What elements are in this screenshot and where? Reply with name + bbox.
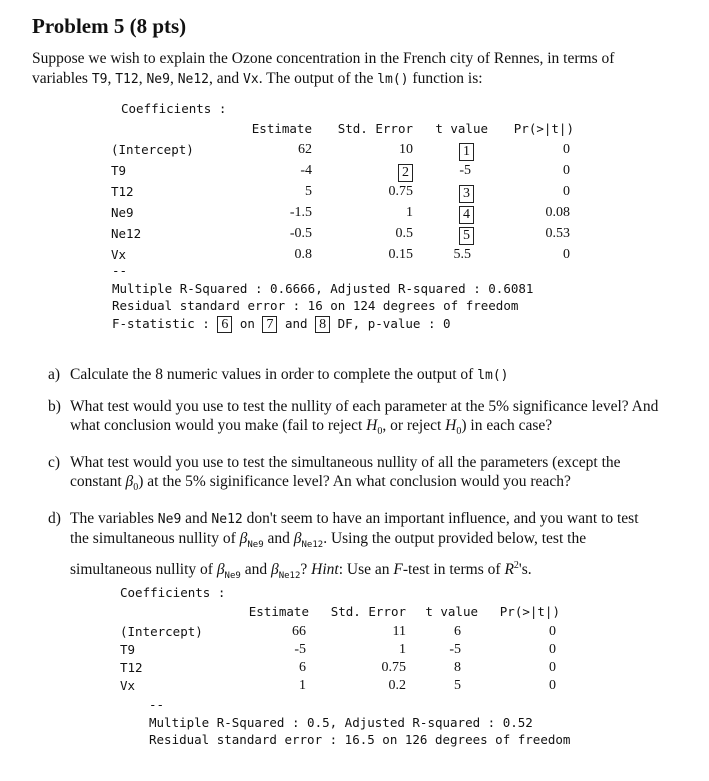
h0-subscript: 0 (377, 426, 383, 438)
t-value-cell: 5.5 (453, 246, 471, 262)
beta-symbol: β (270, 560, 279, 578)
question-d-text: ? (300, 560, 312, 578)
fstat-and: and (277, 315, 316, 331)
beta-symbol: β (239, 530, 248, 548)
answer-box-6: 6 (217, 316, 232, 333)
table-row (120, 677, 560, 695)
var-t9: T9 (91, 72, 108, 87)
answer-box-3: 3 (459, 185, 474, 203)
table-row (111, 161, 574, 182)
beta-subscript (279, 570, 301, 581)
table-row (120, 623, 560, 641)
row-name: T9 (111, 162, 127, 178)
beta-symbol: β (216, 560, 225, 578)
summary-dashes: -- (112, 263, 128, 278)
header-std-error: Std. Error (337, 121, 413, 136)
t-value-cell (413, 140, 488, 161)
summary-residual-error: Residual standard error : 16.5 on 126 degrees of freedom (149, 732, 571, 747)
row-name: Vx (111, 246, 127, 262)
var-ne9: Ne9 (157, 511, 182, 527)
std-error-cell: 1 (406, 204, 413, 220)
std-error-cell: 0.5 (395, 225, 413, 241)
answer-box-2: 2 (398, 164, 413, 182)
t-value-cell (413, 182, 488, 203)
summary-r-squared: Multiple R-Squared : 0.5, Adjusted R-squared : 0.52 (149, 714, 533, 730)
var-vx: Vx (243, 72, 259, 87)
header-blank (111, 119, 239, 140)
question-text (70, 397, 663, 438)
question-label: a) (48, 366, 61, 383)
p-value-cell: 0 (563, 141, 570, 157)
question-d-text: and (263, 530, 294, 548)
fstat-suffix: DF, p-value : 0 (330, 315, 451, 331)
row-name: T12 (120, 659, 143, 675)
h0-symbol: H (366, 417, 378, 434)
question-b-text: ) in each case? (461, 417, 553, 434)
t-value-cell (413, 224, 488, 245)
beta-subscript-text: Ne12 (278, 571, 301, 582)
question-d-text: The variables (70, 509, 158, 527)
summary-r-squared: Multiple R-Squared : 0.6666, Adjusted R-squared : 0.6081 (112, 280, 534, 296)
row-name: T12 (111, 183, 134, 199)
var-ne12: Ne12 (177, 72, 210, 87)
question-label: b) (48, 397, 61, 415)
fstat-prefix: F-statistic : (112, 315, 218, 331)
fstat-on: on (232, 315, 263, 331)
question-c-text: What test would you use to test the simultaneous nullity of all the parameters (except the constant (70, 453, 625, 491)
beta-subscript (225, 570, 241, 581)
beta-subscript (302, 539, 324, 550)
table-header-row (111, 119, 574, 140)
h0-symbol: H (445, 417, 457, 434)
question-c-text: ) at the 5% siginificance level? An what conclusion would you reach? (138, 473, 571, 491)
estimate-cell: 0.8 (294, 246, 312, 262)
row-name: Vx (120, 677, 136, 693)
table-row (120, 659, 560, 677)
question-b-text: , or reject (382, 417, 446, 434)
row-name: T9 (120, 641, 136, 657)
p-value-cell: 0 (563, 183, 570, 199)
question-text (70, 453, 625, 494)
intro-text: function is: (408, 70, 483, 87)
header-estimate: Estimate (251, 121, 312, 136)
r-superscript: 2 (513, 559, 519, 571)
estimate-cell: 1 (299, 677, 306, 693)
t-value-cell: -5 (449, 641, 461, 657)
p-value-cell: 0 (549, 659, 556, 675)
question-d-text: : Use an (338, 560, 394, 578)
beta-symbol: β (293, 530, 302, 548)
t-value-cell: -5 (459, 162, 471, 178)
row-name: Ne9 (111, 204, 134, 220)
intro-sep: , (107, 70, 116, 87)
row-name: (Intercept) (111, 141, 194, 157)
p-value-cell: 0 (549, 623, 556, 639)
answer-box-4: 4 (459, 206, 474, 224)
estimate-cell: -5 (294, 641, 306, 657)
question-b (48, 397, 663, 442)
t-value-cell: 8 (454, 659, 461, 675)
beta-subscript (247, 539, 263, 550)
regression-table-2 (120, 602, 560, 695)
estimate-cell: 6 (299, 659, 306, 675)
table-row (120, 641, 560, 659)
row-name: Ne12 (111, 225, 142, 241)
std-error-cell: 1 (399, 641, 406, 657)
header-p-value: Pr(>|t|) (499, 604, 560, 619)
std-error-cell: 0.15 (388, 246, 413, 262)
problem-title: Problem 5 (8 pts) (32, 14, 187, 38)
std-error-cell: 11 (392, 623, 406, 639)
header-blank (120, 602, 244, 623)
var-ne9: Ne9 (146, 72, 170, 87)
header-t-value: t value (435, 121, 488, 136)
table-row (111, 182, 574, 203)
intro-text: . The output of the (258, 70, 378, 87)
beta-subscript-text: Ne9 (247, 540, 264, 551)
answer-box-8: 8 (315, 316, 330, 333)
p-value-cell: 0.53 (545, 225, 570, 241)
intro-text: Suppose we wish to explain the Ozone concentration in the French city of Rennes, in terms of variables (32, 50, 615, 87)
table-row (111, 203, 574, 224)
t-value-cell: 6 (454, 623, 461, 639)
question-list (48, 365, 663, 598)
answer-box-5: 5 (459, 227, 474, 245)
question-d-text: . Using the output provided below, test the simultaneous nullity of (70, 530, 590, 578)
estimate-cell: -0.5 (289, 225, 312, 241)
intro-sep: , and (209, 70, 244, 87)
header-std-error: Std. Error (330, 604, 406, 619)
regression-table-1 (111, 119, 574, 265)
p-value-cell: 0 (549, 641, 556, 657)
question-text (70, 366, 509, 383)
f-symbol: F (393, 560, 403, 578)
summary-residual-error: Residual standard error : 16 on 124 degrees of freedom (112, 298, 519, 313)
question-d-text: 's. (518, 560, 532, 578)
question-label: d) (48, 509, 61, 527)
question-a-text: Calculate the 8 numeric values in order to complete the output of (70, 366, 478, 383)
hint-label: Hint (311, 560, 339, 578)
estimate-cell: -1.5 (289, 204, 312, 220)
estimate-cell: -4 (300, 162, 312, 178)
question-d-text: and (181, 509, 212, 527)
answer-box-7: 7 (262, 316, 277, 333)
std-error-cell (312, 161, 413, 182)
table-row (111, 140, 574, 161)
header-p-value: Pr(>|t|) (513, 121, 574, 136)
beta-subscript-text: Ne12 (301, 540, 324, 551)
table-header-row (120, 602, 560, 623)
question-label: c) (48, 453, 61, 471)
std-error-cell: 0.2 (388, 677, 406, 693)
row-name: (Intercept) (120, 623, 203, 639)
func-lm: lm() (477, 368, 509, 383)
std-error-cell: 0.75 (381, 659, 406, 675)
question-d-text: don't seem to have an important influence, and you want to test the simultaneous nullity of (70, 509, 643, 548)
p-value-cell: 0 (549, 677, 556, 693)
question-a (48, 365, 660, 386)
beta-subscript: 0 (133, 482, 139, 494)
table-row (111, 224, 574, 245)
question-text (70, 509, 643, 582)
estimate-cell: 5 (305, 183, 312, 199)
summary-block-2 (149, 696, 570, 749)
answer-box-1: 1 (459, 143, 474, 161)
beta-symbol: β (125, 473, 134, 491)
std-error-cell: 0.75 (388, 183, 413, 199)
p-value-cell: 0.08 (545, 204, 570, 220)
header-t-value: t value (425, 604, 478, 619)
question-d-text: -test in terms of (402, 560, 505, 578)
var-ne12: Ne12 (211, 511, 243, 527)
problem-intro (32, 49, 672, 90)
intro-sep: , (138, 70, 147, 87)
r-symbol: R (504, 560, 514, 578)
t-value-cell (413, 203, 488, 224)
summary-dashes: -- (149, 697, 165, 712)
estimate-cell: 62 (298, 141, 312, 157)
t-value-cell: 5 (454, 677, 461, 693)
estimate-cell: 66 (292, 623, 306, 639)
question-d (48, 509, 660, 587)
header-estimate: Estimate (248, 604, 309, 619)
summary-f-statistic (112, 315, 533, 333)
intro-sep: , (169, 70, 178, 87)
question-d-text: and (240, 560, 271, 578)
summary-block-1 (112, 262, 533, 333)
coefficients-label: Coefficients : (120, 585, 226, 600)
question-c (48, 453, 660, 498)
h0-subscript: 0 (456, 426, 462, 438)
var-t12: T12 (115, 72, 139, 87)
p-value-cell: 0 (563, 162, 570, 178)
coefficients-label: Coefficients : (121, 101, 227, 116)
p-value-cell: 0 (563, 246, 570, 262)
func-lm: lm() (377, 72, 409, 87)
beta-subscript-text: Ne9 (224, 571, 241, 582)
question-b-text: What test would you use to test the nullity of each parameter at the 5% significance level? And what conclusion would you make (fail to reject (70, 397, 663, 434)
std-error-cell: 10 (399, 141, 413, 157)
